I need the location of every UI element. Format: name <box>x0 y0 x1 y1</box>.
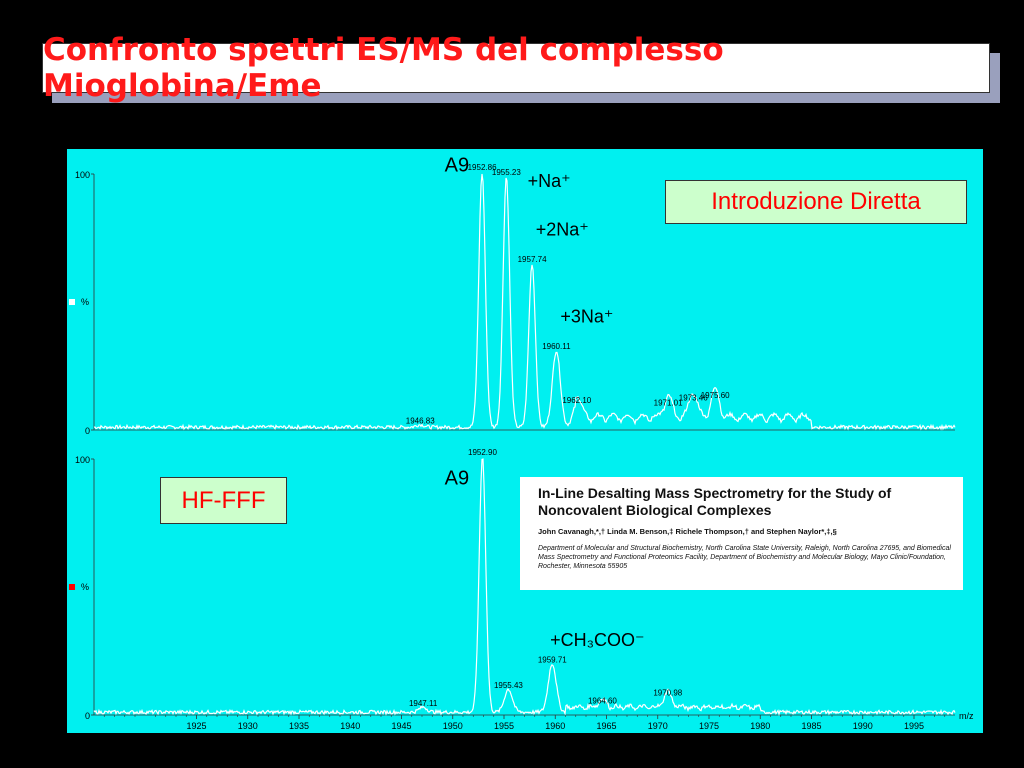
peak-label-0-8: 1975.60 <box>700 390 730 400</box>
x-tick-label-13: 1990 <box>852 721 873 731</box>
peak-label-0-0: 1946.83 <box>405 416 435 426</box>
paper-authors: John Cavanagh,*,† Linda M. Benson,‡ Richele Thompson,† and Stephen Naylor*,‡,§ <box>538 527 837 536</box>
title-banner <box>42 32 990 104</box>
paper-reference <box>520 477 963 590</box>
y-tick-label-0-1: 0 <box>84 711 90 721</box>
annotation-0-3: +3Na⁺ <box>560 306 614 327</box>
annotation-0-1: +Na⁺ <box>527 170 571 191</box>
x-tick-label-3: 1940 <box>340 721 361 731</box>
x-tick-label-1: 1930 <box>237 721 258 731</box>
peak-label-0-5: 1962.10 <box>562 395 592 405</box>
paper-title: In-Line Desalting Mass Spectrometry for the Study of Noncovalent Biological Complexes <box>538 485 892 518</box>
y-tick-label-100-0: 100 <box>74 170 90 180</box>
label-hf-fff-text: HF-FFF <box>181 486 266 514</box>
x-tick-label-12: 1985 <box>801 721 822 731</box>
peak-label-0-7: 1973.46 <box>678 393 708 403</box>
x-axis-label: m/z <box>959 711 974 721</box>
x-tick-label-10: 1975 <box>698 721 720 731</box>
x-tick-label-0: 1925 <box>186 721 207 731</box>
spectra-panel <box>67 149 983 733</box>
x-tick-label-8: 1965 <box>596 721 617 731</box>
peak-label-0-6: 1971.01 <box>653 398 683 408</box>
annotation-1-0: A9 <box>444 467 470 490</box>
annotation-0-2: +2Na⁺ <box>535 219 589 240</box>
spectra-chart <box>67 149 983 733</box>
label-hf-fff <box>160 477 287 524</box>
x-tick-label-4: 1945 <box>391 721 412 731</box>
y-tick-label-0-0: 0 <box>84 426 90 436</box>
x-tick-label-11: 1980 <box>750 721 771 731</box>
series-marker-0 <box>69 299 75 305</box>
x-tick-label-6: 1955 <box>493 721 515 731</box>
y-tick-label-100-1: 100 <box>74 455 90 465</box>
paper-affiliation: Department of Molecular and Structural Biochemistry, North Carolina State University, Raleigh, North Carolina 27695, and Biomedical Mass Spectrometry and Functional Proteomics Facility, Department of Biochemistry and Molecular Biology, Mayo Clinic/Foundation, Rochester, Minnesota 55905 <box>538 545 951 570</box>
y-axis-label-0: % <box>81 297 90 307</box>
peak-label-1-3: 1959.71 <box>537 655 567 665</box>
x-tick-label-2: 1935 <box>288 721 310 731</box>
peak-label-1-2: 1955.43 <box>493 680 523 690</box>
series-marker-1 <box>69 584 75 590</box>
annotation-1-1: +CH₃COO⁻ <box>550 629 645 650</box>
x-tick-label-14: 1995 <box>903 721 925 731</box>
x-tick-label-9: 1970 <box>647 721 668 731</box>
label-direct-introduction-text: Introduzione Diretta <box>711 188 921 215</box>
y-axis-label-1: % <box>81 582 90 592</box>
peak-label-1-5: 1970.98 <box>653 688 683 698</box>
x-tick-label-7: 1960 <box>545 721 566 731</box>
peak-label-1-0: 1947.11 <box>408 698 438 708</box>
peak-label-1-4: 1964.60 <box>587 696 617 706</box>
peak-label-0-1: 1952.86 <box>467 163 497 172</box>
peak-label-0-4: 1960.11 <box>542 342 571 352</box>
annotation-0-0: A9 <box>444 154 470 177</box>
peak-label-0-2: 1955.23 <box>491 168 521 178</box>
label-direct-introduction <box>665 180 967 224</box>
peak-label-1-1: 1952.90 <box>468 448 497 457</box>
page-title: Confronto spettri ES/MS del complesso Mioglobina/Eme <box>43 32 724 104</box>
peak-label-0-3: 1957.74 <box>517 255 547 265</box>
x-tick-label-5: 1950 <box>442 721 463 731</box>
